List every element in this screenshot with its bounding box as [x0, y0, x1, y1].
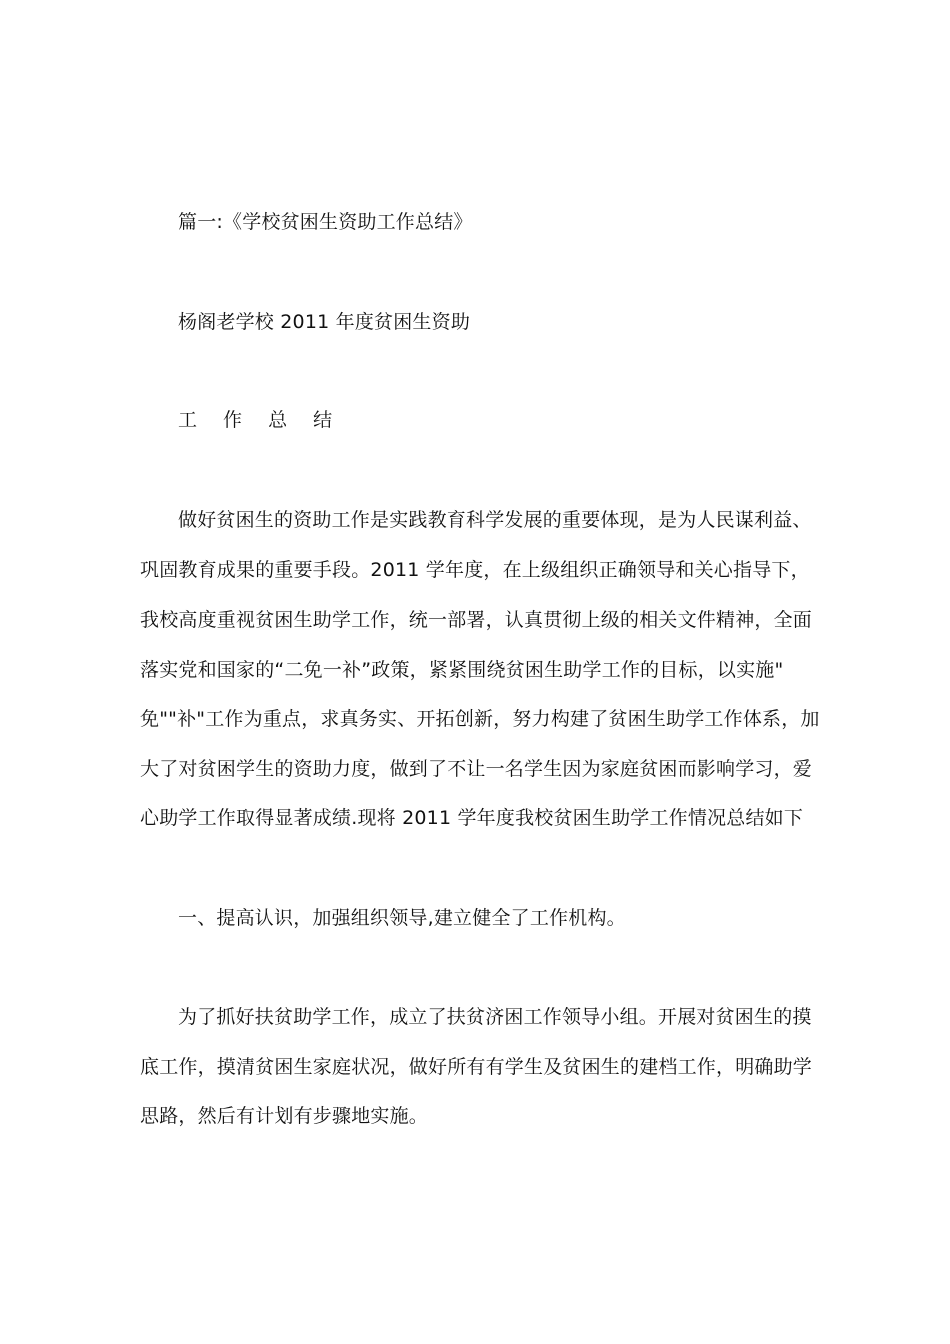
section-body-line: 为了抓好扶贫助学工作，成立了扶贫济困工作领导小组。开展对贫困生的摸 — [178, 1006, 812, 1028]
intro-line: 巩固教育成果的重要手段。2011 学年度，在上级组织正确领导和关心指导下， — [140, 559, 810, 581]
intro-line: 我校高度重视贫困生助学工作，统一部署，认真贯彻上级的相关文件精神，全面 — [140, 609, 813, 631]
document-title: 工 作 总 结 — [178, 409, 343, 431]
section-body-line: 底工作，摸清贫困生家庭状况，做好所有有学生及贫困生的建档工作，明确助学 — [140, 1056, 813, 1078]
intro-line: 做好贫困生的资助工作是实践教育科学发展的重要体现，是为人民谋利益、 — [178, 509, 812, 531]
section-heading: 一、提高认识，加强组织领导,建立健全了工作机构。 — [178, 907, 626, 929]
intro-line: 免""补"工作为重点，求真务实、开拓创新，努力构建了贫困生助学工作体系，加 — [140, 708, 820, 730]
intro-line: 落实党和国家的“二免一补”政策，紧紧围绕贫困生助学工作的目标，以实施" — [140, 659, 784, 681]
document-heading: 篇一:《学校贫困生资助工作总结》 — [178, 211, 473, 233]
intro-line: 心助学工作取得显著成绩.现将 2011 学年度我校贫困生助学工作情况总结如下 — [140, 807, 804, 829]
section-body-line: 思路，然后有计划有步骤地实施。 — [140, 1105, 429, 1127]
document-subtitle: 杨阁老学校 2011 年度贫困生资助 — [178, 311, 471, 333]
intro-line: 大了对贫困学生的资助力度，做到了不让一名学生因为家庭贫困而影响学习，爱 — [140, 758, 813, 780]
